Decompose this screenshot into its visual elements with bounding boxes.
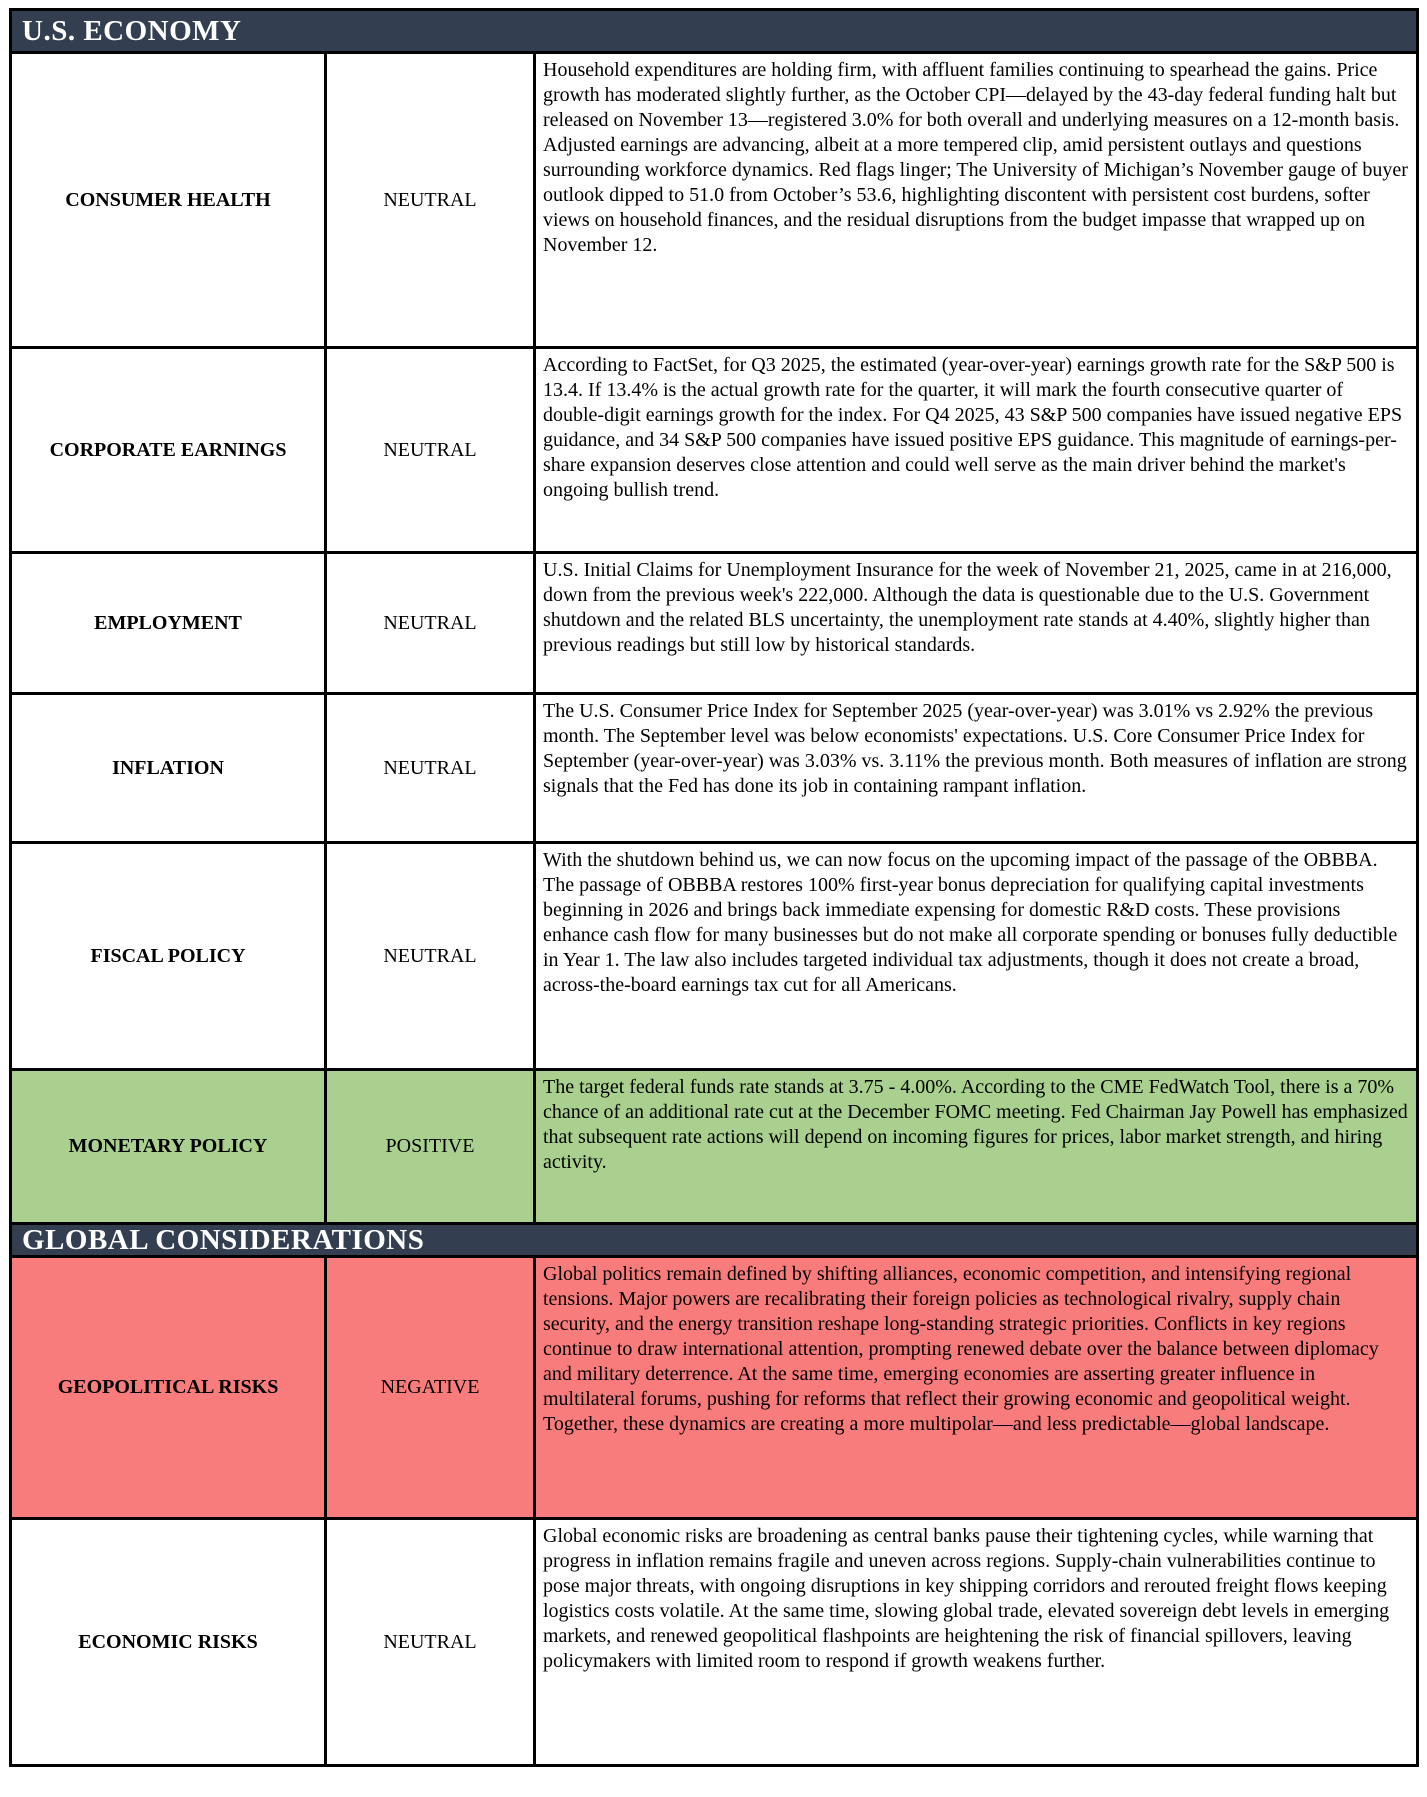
table-row bbox=[12, 554, 1416, 695]
category-description: Household expenditures are holding firm, with affluent families continuing to spearhead the gains. Price growth has moderated slightly further, as the October CPI—delayed by the 43-day federal funding halt but released on November 13—registered 3.0% for both overall and underlying measures on a 12-month basis. Adjusted earnings are advancing, albeit at a more tempered clip, amid persistent outlays and questions surrounding workforce dynamics. Red flags linger; The University of Michigan’s November gauge of buyer outlook dipped to 51.0 from October’s 53.6, highlighting discontent with persistent cost burdens, softer views on household finances, and the residual disruptions from the budget impasse that wrapped up on November 12. bbox=[543, 59, 1408, 256]
report-section bbox=[12, 11, 1416, 1225]
rating-badge: NEUTRAL bbox=[327, 1520, 536, 1764]
rating-badge: NEGATIVE bbox=[327, 1258, 536, 1517]
economy-report-table bbox=[9, 8, 1419, 1767]
table-row bbox=[12, 1071, 1416, 1225]
rating-badge: NEUTRAL bbox=[327, 695, 536, 841]
rating-badge: NEUTRAL bbox=[327, 349, 536, 551]
category-description: Global economic risks are broadening as central banks pause their tightening cycles, while warning that progress in inflation remains fragile and uneven across regions. Supply-chain vulnerabilities continue to pose major threats, with ongoing disruptions in key shipping corridors and rerouted freight flows keeping logistics costs volatile. At the same time, slowing global trade, elevated sovereign debt levels in emerging markets, and renewed geopolitical flashpoints are heightening the risk of financial spillovers, leaving policymakers with limited room to respond if growth weakens further. bbox=[543, 1525, 1390, 1672]
category-label: GEOPOLITICAL RISKS bbox=[12, 1258, 327, 1517]
section-title: U.S. ECONOMY bbox=[12, 11, 1416, 54]
report-section bbox=[12, 1225, 1416, 1767]
category-label: CORPORATE EARNINGS bbox=[12, 349, 327, 551]
category-label: MONETARY POLICY bbox=[12, 1071, 327, 1222]
section-title: GLOBAL CONSIDERATIONS bbox=[12, 1225, 1416, 1258]
category-label: CONSUMER HEALTH bbox=[12, 54, 327, 346]
category-label: FISCAL POLICY bbox=[12, 844, 327, 1068]
category-label: EMPLOYMENT bbox=[12, 554, 327, 692]
category-description: The target federal funds rate stands at 3.75 - 4.00%. According to the CME FedWatch Tool, there is a 70% chance of an additional rate cut at the December FOMC meeting. Fed Chairman Jay Powell has emphasized that subsequent rate actions will depend on incoming figures for prices, labor market strength, and hiring activity. bbox=[543, 1076, 1408, 1173]
category-description: According to FactSet, for Q3 2025, the estimated (year-over-year) earnings growth rate for the S&P 500 is 13.4. If 13.4% is the actual growth rate for the quarter, it will mark the fourth consecutive quarter of double-digit earnings growth for the index. For Q4 2025, 43 S&P 500 companies have issued negative EPS guidance, and 34 S&P 500 companies have issued positive EPS guidance. This magnitude of earnings-per-share expansion deserves close attention and could well serve as the main driver behind the market's ongoing bullish trend. bbox=[543, 354, 1403, 501]
section-body bbox=[12, 54, 1416, 1225]
rating-badge: NEUTRAL bbox=[327, 554, 536, 692]
table-row bbox=[12, 695, 1416, 844]
table-row bbox=[12, 1258, 1416, 1520]
category-label: ECONOMIC RISKS bbox=[12, 1520, 327, 1764]
table-row bbox=[12, 54, 1416, 349]
category-description: Global politics remain defined by shifting alliances, economic competition, and intensifying regional tensions. Major powers are recalibrating their foreign policies as technological rivalry, supply chain security, and the energy transition reshape long-standing strategic priorities. Conflicts in key regions continue to draw international attention, prompting renewed debate over the balance between diplomacy and military deterrence. At the same time, emerging economies are asserting greater influence in multilateral forums, pushing for reforms that reflect their growing economic and geopolitical weight. Together, these dynamics are creating a more multipolar—and less predictable—global landscape. bbox=[543, 1263, 1379, 1435]
category-description: With the shutdown behind us, we can now focus on the upcoming impact of the passage of the OBBBA. The passage of OBBBA restores 100% first-year bonus depreciation for qualifying capital investments beginning in 2026 and brings back immediate expensing for domestic R&D costs. These provisions enhance cash flow for many businesses but do not make all corporate spending or bonuses fully deductible in Year 1. The law also includes targeted individual tax adjustments, though it does not create a broad, across-the-board earnings tax cut for all Americans. bbox=[543, 849, 1398, 996]
rating-badge: POSITIVE bbox=[327, 1071, 536, 1222]
table-row bbox=[12, 844, 1416, 1071]
rating-badge: NEUTRAL bbox=[327, 54, 536, 346]
category-label: INFLATION bbox=[12, 695, 327, 841]
category-description: The U.S. Consumer Price Index for September 2025 (year-over-year) was 3.01% vs 2.92% the previous month. The September level was below economists' expectations. U.S. Core Consumer Price Index for September (year-over-year) was 3.03% vs. 3.11% the previous month. Both measures of inflation are strong signals that the Fed has done its job in containing rampant inflation. bbox=[543, 700, 1407, 797]
category-description: U.S. Initial Claims for Unemployment Insurance for the week of November 21, 2025, came in at 216,000, down from the previous week's 222,000. Although the data is questionable due to the U.S. Government shutdown and the related BLS uncertainty, the unemployment rate stands at 4.40%, slightly higher than previous readings but still low by historical standards. bbox=[543, 559, 1392, 656]
section-body bbox=[12, 1258, 1416, 1767]
table-row bbox=[12, 1520, 1416, 1767]
table-row bbox=[12, 349, 1416, 554]
rating-badge: NEUTRAL bbox=[327, 844, 536, 1068]
